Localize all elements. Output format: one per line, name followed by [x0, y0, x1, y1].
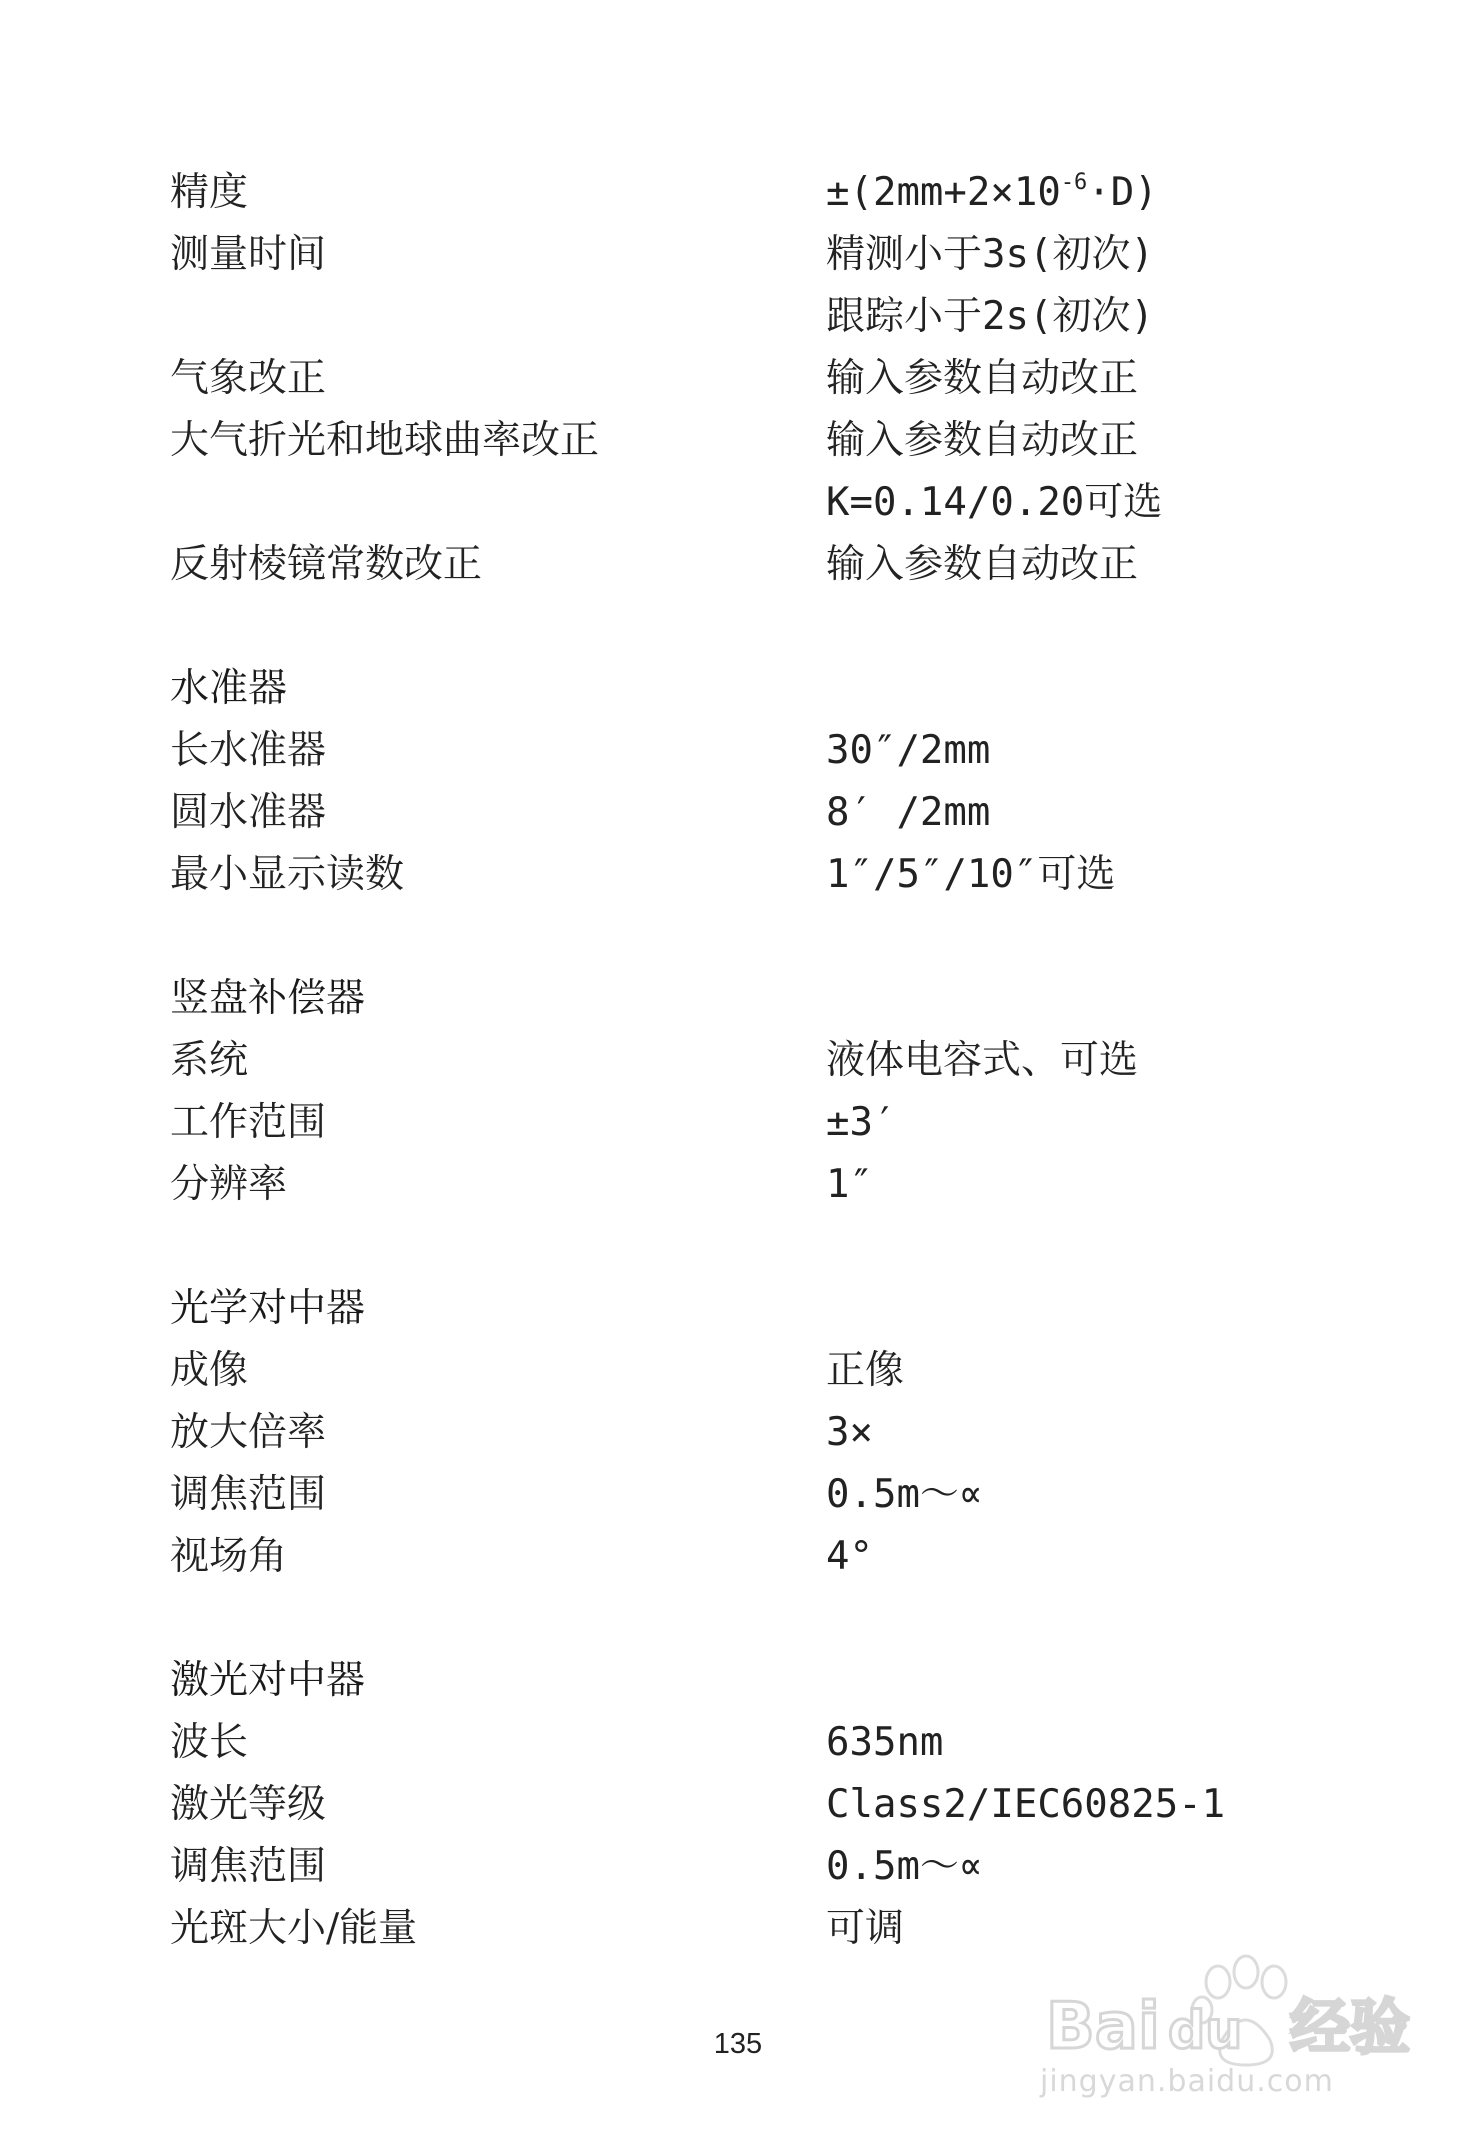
spec-label: 工作范围 — [170, 1100, 327, 1145]
spec-label: 长水准器 — [170, 728, 327, 773]
spec-row — [0, 1340, 1476, 1402]
svg-text:Bai: Bai — [1046, 1990, 1160, 2064]
spec-label: 波长 — [170, 1720, 249, 1765]
spec-value: 1″/5″/10″可选 — [826, 852, 1116, 897]
svg-text:du: du — [1168, 2001, 1243, 2061]
spec-label: 激光等级 — [170, 1782, 327, 1827]
spec-label: 成像 — [170, 1348, 249, 1393]
spec-value: 1″ — [826, 1162, 873, 1207]
spec-value: 输入参数自动改正 — [826, 356, 1139, 401]
page-number: 135 — [713, 2028, 763, 2060]
spec-row-refraction-cont — [0, 472, 1476, 534]
section-heading-level: 水准器 — [170, 666, 288, 711]
spec-value: 跟踪小于2s(初次) — [826, 294, 1154, 339]
spec-label: 视场角 — [170, 1534, 288, 1579]
watermark-url: jingyan.baidu.com — [1040, 2064, 1334, 2099]
spec-row-measure-time — [0, 224, 1476, 286]
spec-value: 0.5m～∝ — [826, 1844, 983, 1889]
spec-value: 输入参数自动改正 — [826, 418, 1139, 463]
spec-value: 635nm — [826, 1720, 944, 1765]
spec-label: 反射棱镜常数改正 — [170, 542, 483, 587]
spec-row — [0, 1464, 1476, 1526]
spec-value: 8′ /2mm — [826, 790, 991, 835]
spec-value: ±3′ — [826, 1100, 897, 1145]
spec-row — [0, 1774, 1476, 1836]
spec-row — [0, 1402, 1476, 1464]
section-heading-optical-plummet: 光学对中器 — [170, 1286, 366, 1331]
spec-value: Class2/IEC60825-1 — [826, 1782, 1226, 1827]
svg-text:经验: 经验 — [1290, 1993, 1410, 2063]
spec-value: 30″/2mm — [826, 728, 991, 773]
spec-row — [0, 1154, 1476, 1216]
spec-row-refraction — [0, 410, 1476, 472]
spec-row-precision — [0, 162, 1476, 224]
spec-row-measure-time-cont — [0, 286, 1476, 348]
baidu-watermark-logo — [1040, 1930, 1440, 2130]
spec-value: $\pm(2mm+2\times 10^{-6}\cdot D)$ — [826, 170, 1158, 215]
spec-label: 分辨率 — [170, 1162, 288, 1207]
spec-value: 液体电容式、可选 — [826, 1038, 1139, 1083]
section-heading-laser-plummet: 激光对中器 — [170, 1658, 366, 1703]
spec-row — [0, 1526, 1476, 1588]
spec-row — [0, 782, 1476, 844]
spec-value: 精测小于3s(初次) — [826, 232, 1154, 277]
spec-row — [0, 1030, 1476, 1092]
spec-label: 精度 — [170, 170, 249, 215]
spec-value: K=0.14/0.20可选 — [826, 480, 1163, 525]
spec-value: 4° — [826, 1534, 873, 1579]
spec-value: 0.5m～∝ — [826, 1472, 983, 1517]
spec-label: 测量时间 — [170, 232, 327, 277]
spec-row — [0, 1712, 1476, 1774]
spec-label: 调焦范围 — [170, 1472, 327, 1517]
spec-value: 输入参数自动改正 — [826, 542, 1139, 587]
spec-label: 放大倍率 — [170, 1410, 327, 1455]
section-heading-compensator: 竖盘补偿器 — [170, 976, 366, 1021]
spec-row — [0, 844, 1476, 906]
spec-value: 3× — [826, 1410, 873, 1455]
spec-label: 光斑大小/能量 — [170, 1906, 418, 1951]
superscript: -6 — [1060, 170, 1088, 195]
spec-row-meteo — [0, 348, 1476, 410]
spec-label: 圆水准器 — [170, 790, 327, 835]
spec-value: 正像 — [826, 1348, 905, 1393]
spec-label: 气象改正 — [170, 356, 327, 401]
spec-row — [0, 720, 1476, 782]
spec-label: 系统 — [170, 1038, 249, 1083]
spec-label: 最小显示读数 — [170, 852, 405, 897]
spec-row — [0, 1836, 1476, 1898]
spec-row-prism — [0, 534, 1476, 596]
spec-label: 调焦范围 — [170, 1844, 327, 1889]
spec-row — [0, 1092, 1476, 1154]
spec-value: 可调 — [826, 1906, 905, 1951]
spec-label: 大气折光和地球曲率改正 — [170, 418, 600, 463]
